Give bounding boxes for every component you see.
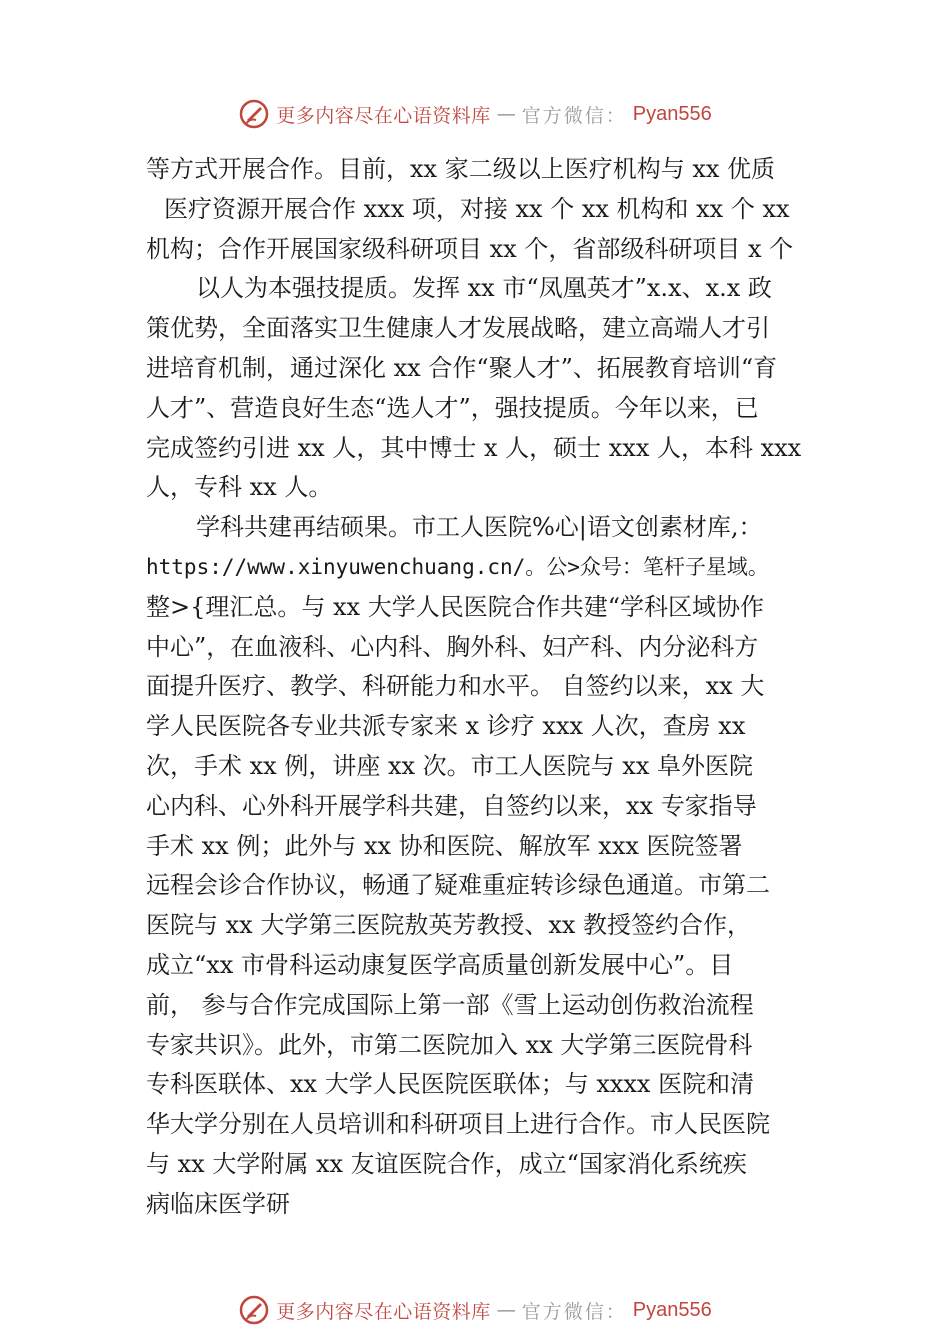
- text-line: 人，专科 xx 人。: [146, 473, 333, 502]
- logo-icon: [238, 98, 270, 130]
- text-line: 专科医联体、xx 大学人民医院医联体；与 xxxx 医院和清: [146, 1070, 755, 1099]
- paragraph-start: 学科共建再结硕果。市工人医院%心|语文创素材库,：: [196, 513, 763, 542]
- header-banner: [0, 94, 950, 134]
- text-line: 专家共识》。此外，市第二医院加入 xx 大学第三医院骨科: [146, 1030, 753, 1059]
- text-line: 等方式开展合作。目前，xx 家二级以上医疗机构与 xx 优质: [146, 155, 776, 183]
- text-line: 病临床医学研: [146, 1189, 290, 1218]
- footer-banner: [0, 1290, 950, 1330]
- header-separator: —: [496, 103, 516, 125]
- text-line: 策优势，全面落实卫生健康人才发展战略，建立高端人才引: [146, 314, 770, 343]
- text-line: 医疗资源开展合作 xxx 项，对接 xx 个 xx 机构和 xx 个 xx: [164, 194, 790, 223]
- text-line: 学人民医院各专业共派专家来 x 诊疗 xxx 人次，查房 xx: [146, 712, 746, 741]
- url-line: https://www.xinyuwenchuang.cn/。公>众号：笔杆子星域。: [146, 554, 769, 579]
- logo-icon: [238, 1294, 270, 1326]
- text-line: 手术 xx 例；此外与 xx 协和医院、解放军 xxx 医院签署: [146, 831, 743, 860]
- text-line: 完成签约引进 xx 人，其中博士 x 人，硕士 xxx 人，本科 xxx: [146, 433, 802, 462]
- text-line: 人才”、营造良好生态“选人才”，强技提质。今年以来，已: [146, 393, 759, 422]
- paragraph-start: 以人为本强技提质。发挥 xx 市“凤凰英才”x.x、x.x 政: [196, 274, 772, 303]
- header-wechat-label: 官方微信：: [521, 104, 627, 127]
- text-line: 面提升医疗、教学、科研能力和水平。 自签约以来，xx 大: [146, 672, 765, 701]
- text-line: 次，手术 xx 例，讲座 xx 次。市工人医院与 xx 阜外医院: [146, 751, 753, 780]
- text-line: 机构；合作开展国家级科研项目 xx 个，省部级科研项目 x 个: [146, 234, 794, 263]
- footer-brand: 更多内容尽在心语资料库: [276, 1300, 491, 1323]
- text-line: 与 xx 大学附属 xx 友谊医院合作，成立“国家消化系统疾: [146, 1149, 747, 1178]
- text-line: 医院与 xx 大学第三医院敖英芳教授、xx 教授签约合作，: [146, 911, 752, 940]
- text-line: 整>{理汇总。与 xx 大学人民医院合作共建“学科区域协作: [146, 592, 764, 621]
- text-line: 心内科、心外科开展学科共建，自签约以来，xx 专家指导: [146, 791, 757, 820]
- footer-wechat-id: Pyan556: [632, 1298, 712, 1321]
- header-wechat-id: Pyan556: [632, 102, 712, 125]
- text-line: 远程会诊合作协议，畅通了疑难重症转诊绿色通道。市第二: [146, 871, 770, 900]
- footer-separator: —: [496, 1299, 516, 1321]
- text-line: 成立“xx 市骨科运动康复医学高质量创新发展中心”。目: [146, 950, 734, 979]
- text-line: 进培育机制，通过深化 xx 合作“聚人才”、拓展教育培训“育: [146, 353, 778, 382]
- text-line: 华大学分别在人员培训和科研项目上进行合作。市人民医院: [146, 1110, 770, 1139]
- header-brand: 更多内容尽在心语资料库: [276, 104, 491, 127]
- footer-wechat-label: 官方微信：: [521, 1300, 627, 1323]
- text-line: 前， 参与合作完成国际上第一部《雪上运动创伤救治流程: [146, 990, 754, 1019]
- text-line: 中心”，在血液科、心内科、胸外科、妇产科、内分泌科方: [146, 632, 759, 661]
- document-body: [146, 150, 810, 1225]
